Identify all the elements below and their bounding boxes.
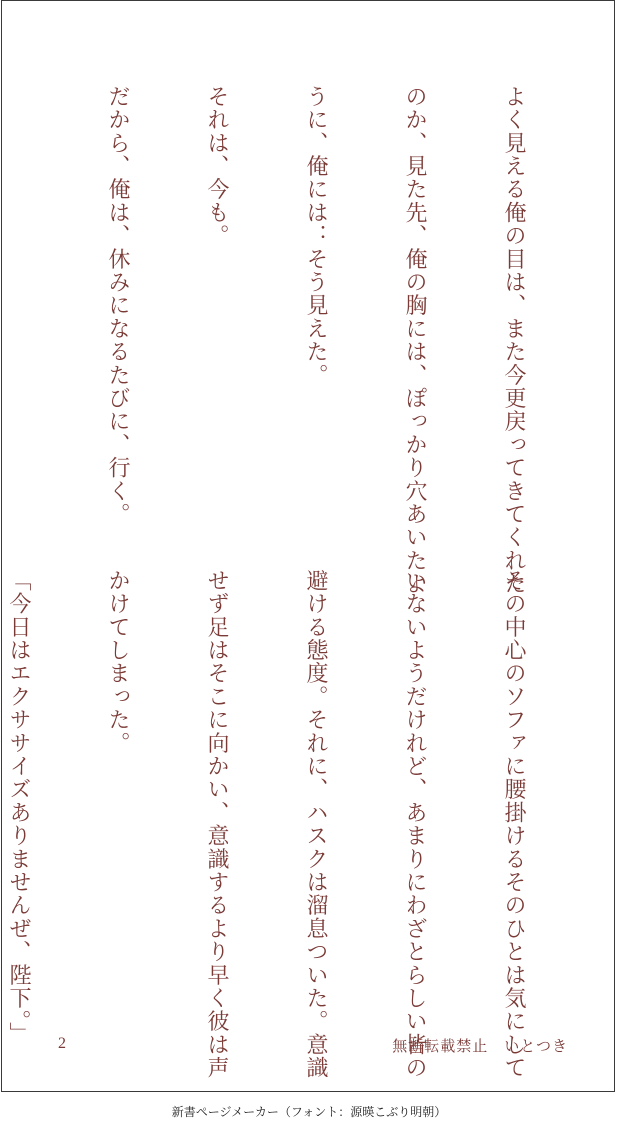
text-line: よく見える俺の目は、また今更戻ってきてくれた [501,85,526,596]
text-line: だから、俺は、休みになるたびに、行く。 [105,85,130,526]
text-line: のか、見た先、俺の胸には、ぽっかり穴あいたよ [402,85,427,596]
text-line: 避ける態度。それに、ハスクは溜息ついた。意識 [303,569,328,1080]
text-line: 「今日はエクササイズありませんぜ、陛下。」 [6,569,31,1046]
generator-caption: 新書ページメーカー（フォント：源暎こぶり明朝） [171,1105,447,1119]
text-line: いないようだけれど、あまりにわざとらしい皆の [402,569,427,1080]
text-line: かけてしまった。 [105,569,130,755]
text-line: せず足はそこに向かい、意識するより早く彼は声 [204,569,229,1080]
text-line: うに、俺には：そう見えた。 [303,85,328,387]
copyright-credit: 無断転載禁止 いとつき [392,1037,568,1055]
text-line: その中心のソファに腰掛けるそのひとは気にして [501,569,526,1080]
text-line: それは、今も。 [204,85,229,248]
book-page [1,0,615,1092]
upper-text-block [26,85,596,596]
page-number: 2 [58,1035,66,1052]
